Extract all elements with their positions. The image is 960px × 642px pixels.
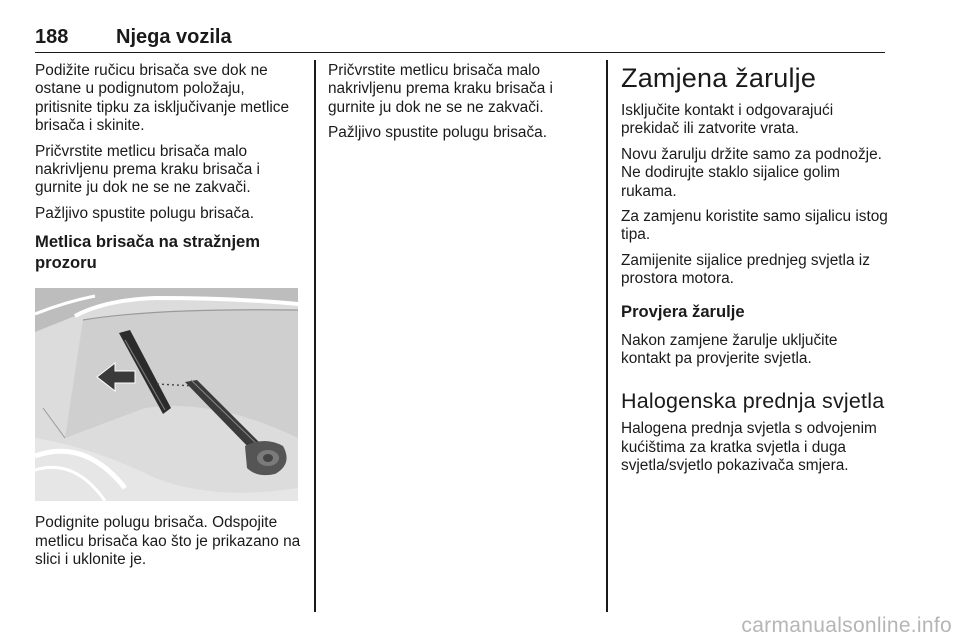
section-heading: Provjera žarulje <box>621 301 745 321</box>
page-header <box>35 24 885 53</box>
section-title: Halogenska prednja svjetla <box>621 389 885 414</box>
column-2 <box>328 62 594 150</box>
paragraph: Halogena prednja svjetla s odvojenim kućištima za kratka svjetla i duga svjetla/svjetlo pokazivača smjera. <box>621 420 877 475</box>
watermark: carmanualsonline.info <box>741 614 952 637</box>
column-3 <box>621 62 889 483</box>
chapter-title: Zamjena žarulje <box>621 63 817 93</box>
running-section-title: Njega vozila <box>116 26 232 48</box>
section-heading: Metlica brisača na stražnjem prozoru <box>35 232 261 273</box>
paragraph: Zamijenite sijalice prednjeg svjetla iz prostora motora. <box>621 251 870 288</box>
column-1 <box>35 62 301 576</box>
paragraph: Pričvrstite metlicu brisača malo nakrivljenu prema kraku brisača i gurnite ju dok ne se ne zakvači. <box>35 142 260 197</box>
paragraph: Pažljivo spustite polugu brisača. <box>35 204 255 222</box>
column-divider-right <box>606 60 608 612</box>
column-divider-left <box>314 60 316 612</box>
paragraph: Isključite kontakt i odgovarajući prekidač ili zatvorite vrata. <box>621 102 834 138</box>
paragraph: Novu žarulju držite samo za podnožje. Ne dodirujte staklo sijalice golim rukama. <box>621 145 882 200</box>
paragraph: Pažljivo spustite polugu brisača. <box>328 124 548 142</box>
paragraph: Nakon zamjene žarulje uključite kontakt pa provjerite svjetla. <box>621 331 838 368</box>
paragraph: Podižite ručicu brisača sve dok ne ostane u podignutom položaju, pritisnite tipku za isključivanje metlice brisača i skinite. <box>35 62 290 135</box>
rear-wiper-illustration <box>35 288 298 501</box>
figure-caption: Podignite polugu brisača. Odspojite metlicu brisača kao što je prikazano na slici i uklonite je. <box>35 514 301 569</box>
paragraph: Za zamjenu koristite samo sijalicu istog tipa. <box>621 208 888 244</box>
page-number: 188 <box>35 26 69 48</box>
paragraph: Pričvrstite metlicu brisača malo nakrivljenu prema kraku brisača i gurnite ju dok ne se ne zakvači. <box>328 62 553 116</box>
